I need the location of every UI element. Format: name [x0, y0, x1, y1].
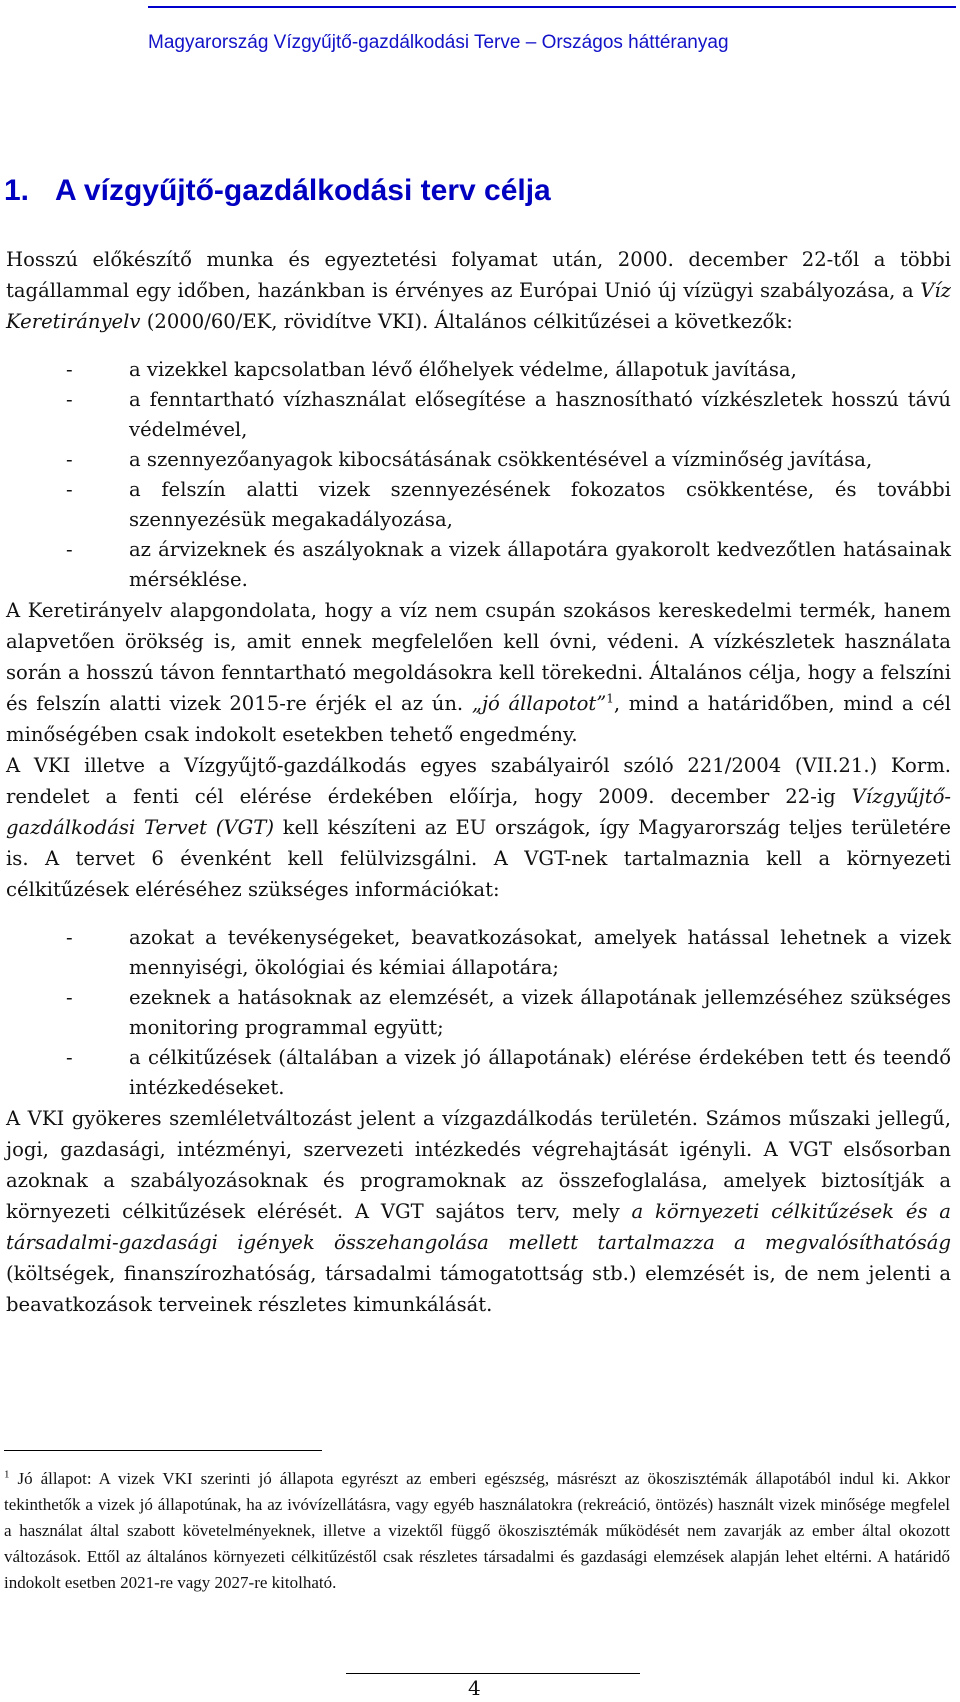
paragraph-vgt	[6, 750, 951, 905]
paragraph-intro-text-2: (2000/60/EK, rövidítve VKI). Általános célkitűzései a következők:	[140, 310, 793, 333]
list-item-text: ezeknek a hatásoknak az elemzését, a vizek állapotának jellemzéséhez szükséges monitoring programmal együtt;	[129, 986, 951, 1039]
list-item	[6, 1043, 951, 1103]
paragraph-intro-text-1: Hosszú előkészítő munka és egyeztetési folyamat után, 2000. december 22-től a többi tagállammal egy időben, hazánkban is érvényes az Európai Unió új vízügyi szabályozása, a	[6, 248, 951, 302]
list-item	[6, 535, 951, 595]
list-item-text: azokat a tevékenységeket, beavatkozásokat, amelyek hatással lehetnek a vizek mennyiségi, ökológiai és kémiai állapotára;	[129, 926, 951, 979]
list-item-text: a fenntartható vízhasználat elősegítése a hasznosítható vízkészletek hosszú távú védelmével,	[129, 388, 951, 441]
objectives-list	[6, 355, 951, 595]
list-item	[6, 923, 951, 983]
paragraph-vgt-text-1: A VKI illetve a Vízgyűjtő-gazdálkodás egyes szabályairól szóló 221/2004 (VII.21.) Korm. rendelet a fenti cél elérése érdekében előírja, hogy 2009. december 22-ig	[6, 754, 951, 808]
page-number: 4	[468, 1676, 481, 1700]
list-item-text: a célkitűzések (általában a vizek jó állapotának) elérése érdekében tett és teendő intézkedéseket.	[129, 1046, 951, 1099]
list-dash: -	[66, 478, 73, 501]
footnote-reference[interactable]: 1	[606, 691, 614, 706]
list-dash: -	[66, 986, 73, 1009]
body-text	[6, 244, 951, 1320]
header-rule	[148, 6, 956, 8]
paragraph-paradigm	[6, 1103, 951, 1320]
paragraph-vgt-emphasis: Vízgyűjtő-gazdálkodási Tervet (VGT)	[6, 785, 951, 839]
good-status-term: „jó állapotot”	[471, 692, 607, 715]
footnote-text: Jó állapot: A vizek VKI szerinti jó állapota egyrészt az emberi egészség, másrészt az ökoszisztémák állapotából indul ki. Akkor tekinthetők a vizek jó állapotúnak, ha az ivóvízellátásra, vagy egyéb használatokra (rekreáció, öntözés) használt vizek minősége megfelel a használat által szabott követelményeknek, illetve a vizektől függő ökoszisztémák működését nem zavarják az ember által okozott változások. Ettől az általános környezeti célkitűzéstől csak részletes társadalmi és gazdasági elemzések alapján lehet eltérni. A határidő indokolt esetben 2021-re vagy 2027-re kitolható.	[4, 1469, 950, 1592]
paragraph-intro-emphasis: Víz Keretirányelv	[6, 279, 951, 333]
section-number: 1.	[4, 174, 30, 207]
paragraph-paradigm-text-1: A VKI gyökeres szemléletváltozást jelent a vízgazdálkodás területén. Számos műszaki jellegű, jogi, gazdasági, intézményi, szervezeti intézkedés végrehajtását igényli. A VGT elsősorban azoknak a szabályozásoknak és programoknak az összefoglalása, amelyek biztosítják a környezeti célkitűzések elérését. A VGT sajátos terv, mely	[6, 1107, 951, 1223]
footnote-separator	[4, 1450, 322, 1451]
page-number-rule	[346, 1673, 640, 1674]
list-dash: -	[66, 538, 73, 561]
list-dash: -	[66, 926, 73, 949]
paragraph-intro	[6, 244, 951, 337]
list-dash: -	[66, 358, 73, 381]
paragraph-principle-text-1: A Keretirányelv alapgondolata, hogy a víz nem csupán szokásos kereskedelmi termék, hanem alapvetően örökség is, amit ennek megfelelően kell óvni, védeni. A vízkészletek használata során a hosszú távon fenntartható megoldásokra kell törekedni. Általános célja, hogy a felszíni és felszín alatti vizek 2015-re érjék el az ún.	[6, 599, 951, 715]
list-dash: -	[66, 448, 73, 471]
list-item	[6, 475, 951, 535]
list-item	[6, 385, 951, 445]
list-item-text: az árvizeknek és aszályoknak a vizek állapotára gyakorolt kedvezőtlen hatásainak mérséklése.	[129, 538, 951, 591]
paragraph-principle-text-2: , mind a határidőben, mind a cél minőségében csak indokolt esetekben tehető engedmény.	[6, 692, 951, 746]
list-item-text: a felszín alatti vizek szennyezésének fokozatos csökkentése, és további szennyezésük megakadályozása,	[129, 478, 951, 531]
paragraph-vgt-text-2: kell készíteni az EU országok, így Magyarország teljes területére is. A tervet 6 évenként kell felülvizsgálni. A VGT-nek tartalmaznia kell a környezeti célkitűzések eléréséhez szükséges információkat:	[6, 816, 951, 901]
footnote-marker: 1	[4, 1468, 10, 1481]
list-item-text: a vizekkel kapcsolatban lévő élőhelyek védelme, állapotuk javítása,	[129, 358, 797, 381]
footnote	[4, 1466, 950, 1596]
list-item	[6, 983, 951, 1043]
list-dash: -	[66, 1046, 73, 1069]
list-dash: -	[66, 388, 73, 411]
section-heading	[4, 174, 551, 208]
list-item	[6, 355, 951, 385]
section-title: A vízgyűjtő-gazdálkodási terv célja	[55, 174, 551, 207]
paragraph-principle	[6, 595, 951, 750]
list-item-text: a szennyezőanyagok kibocsátásának csökkentésével a vízminőség javítása,	[129, 448, 873, 471]
vgt-contents-list	[6, 923, 951, 1103]
running-header: Magyarország Vízgyűjtő-gazdálkodási Terve – Országos háttéranyag	[148, 32, 729, 53]
paragraph-paradigm-text-2: (költségek, finanszírozhatóság, társadalmi támogatottság stb.) elemzését is, de nem jelenti a beavatkozások terveinek részletes kimunkálását.	[6, 1262, 951, 1316]
paragraph-paradigm-emphasis: a környezeti célkitűzések és a társadalmi-gazdasági igények összehangolása mellett tartalmazza a megvalósíthatóság	[6, 1200, 951, 1254]
list-item	[6, 445, 951, 475]
